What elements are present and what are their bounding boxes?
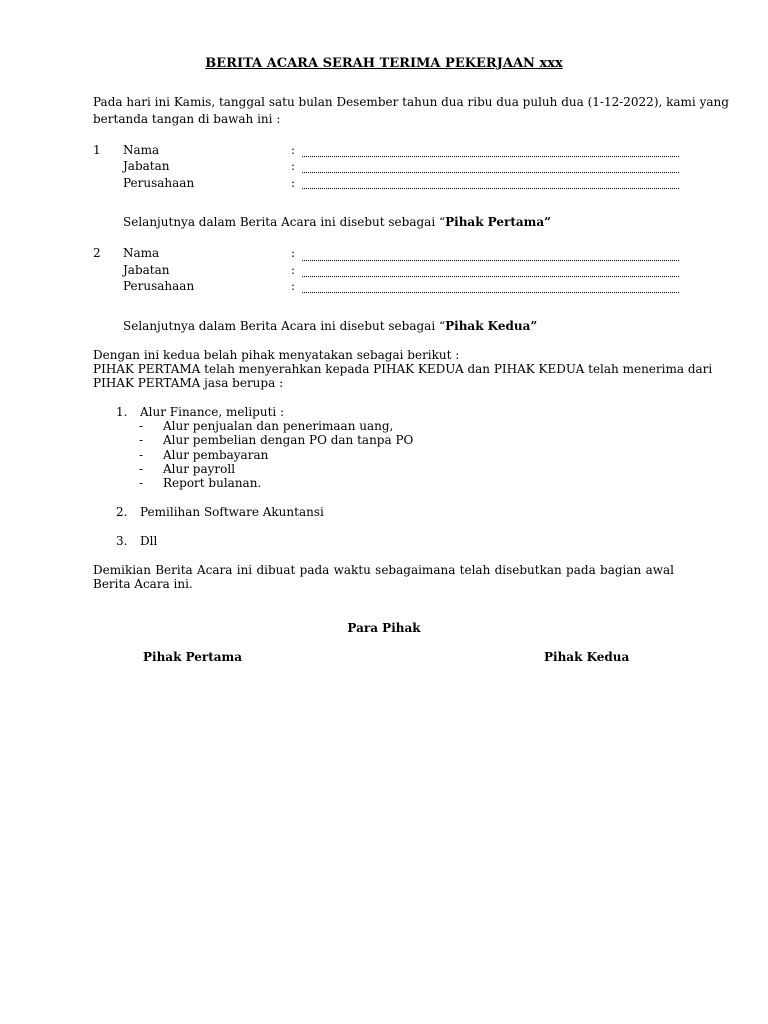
party-2-perusahaan-label: Perusahaan bbox=[123, 279, 195, 293]
statement-line-2: PIHAK PERTAMA telah menyerahkan kepada PIHAK KEDUA dan PIHAK KEDUA telah menerima dari bbox=[93, 362, 713, 376]
party-2-number: 2 bbox=[93, 246, 101, 260]
party-2-designation bbox=[123, 319, 537, 333]
sub-item-1: Alur penjualan dan penerimaan uang, bbox=[163, 419, 394, 433]
item-3-number: 3. bbox=[116, 534, 128, 548]
sub-item-dash: - bbox=[139, 419, 144, 433]
party-2-perusahaan-colon: : bbox=[291, 279, 296, 293]
item-3-label: Dll bbox=[140, 534, 158, 548]
intro-line-2: bertanda tangan di bawah ini : bbox=[93, 112, 281, 126]
sub-item-dash: - bbox=[139, 433, 144, 447]
party-1-name-field[interactable] bbox=[302, 156, 679, 157]
party-1-perusahaan-colon: : bbox=[291, 176, 296, 190]
sub-item-5: Report bulanan. bbox=[163, 476, 262, 490]
party-1-number: 1 bbox=[93, 143, 101, 157]
party-1-perusahaan-label: Perusahaan bbox=[123, 176, 195, 190]
signature-left-label: Pihak Pertama bbox=[143, 650, 243, 664]
sub-item-2: Alur pembelian dengan PO dan tanpa PO bbox=[163, 433, 414, 447]
sub-item-3: Alur pembayaran bbox=[163, 448, 269, 462]
signature-right-label: Pihak Kedua bbox=[544, 650, 630, 664]
party-1-jabatan-colon: : bbox=[291, 159, 296, 173]
party-2-perusahaan-field[interactable] bbox=[302, 292, 679, 293]
document-title: BERITA ACARA SERAH TERIMA PEKERJAAN xxx bbox=[205, 56, 563, 71]
party-1-designation-name: Pihak Pertama” bbox=[445, 215, 552, 229]
item-1-label: Alur Finance, meliputi : bbox=[140, 405, 285, 419]
closing-paragraph: Demikian Berita Acara ini dibuat pada waktu sebagaimana telah disebutkan pada bagian awal Berita Acara ini. bbox=[93, 563, 674, 591]
party-1-name-colon: : bbox=[291, 143, 296, 157]
sub-item-dash: - bbox=[139, 476, 144, 490]
party-2-jabatan-field[interactable] bbox=[302, 276, 679, 277]
statement-line-1: Dengan ini kedua belah pihak menyatakan sebagai berikut : bbox=[93, 348, 460, 362]
party-1-jabatan-label: Jabatan bbox=[123, 159, 170, 173]
signature-heading: Para Pihak bbox=[347, 621, 421, 635]
party-2-name-label: Nama bbox=[123, 246, 160, 260]
party-2-name-field[interactable] bbox=[302, 260, 679, 261]
item-2-label: Pemilihan Software Akuntansi bbox=[140, 505, 324, 519]
party-2-jabatan-label: Jabatan bbox=[123, 263, 170, 277]
intro-line-1: Pada hari ini Kamis, tanggal satu bulan Desember tahun dua ribu dua puluh dua (1-12-2022), kami yang bbox=[93, 95, 729, 109]
item-2-number: 2. bbox=[116, 505, 128, 519]
party-2-designation-name: Pihak Kedua” bbox=[445, 319, 538, 333]
sub-item-4: Alur payroll bbox=[163, 462, 236, 476]
party-1-perusahaan-field[interactable] bbox=[302, 188, 679, 189]
sub-item-dash: - bbox=[139, 448, 144, 462]
party-1-designation-text: Selanjutnya dalam Berita Acara ini disebut sebagai “ bbox=[123, 215, 446, 229]
party-1-jabatan-field[interactable] bbox=[302, 172, 679, 173]
party-2-designation-text: Selanjutnya dalam Berita Acara ini disebut sebagai “ bbox=[123, 319, 446, 333]
item-1-number: 1. bbox=[116, 405, 128, 419]
statement-line-3: PIHAK PERTAMA jasa berupa : bbox=[93, 376, 284, 390]
party-2-name-colon: : bbox=[291, 246, 296, 260]
party-1-designation bbox=[123, 215, 551, 229]
party-2-jabatan-colon: : bbox=[291, 263, 296, 277]
sub-item-dash: - bbox=[139, 462, 144, 476]
party-1-name-label: Nama bbox=[123, 143, 160, 157]
